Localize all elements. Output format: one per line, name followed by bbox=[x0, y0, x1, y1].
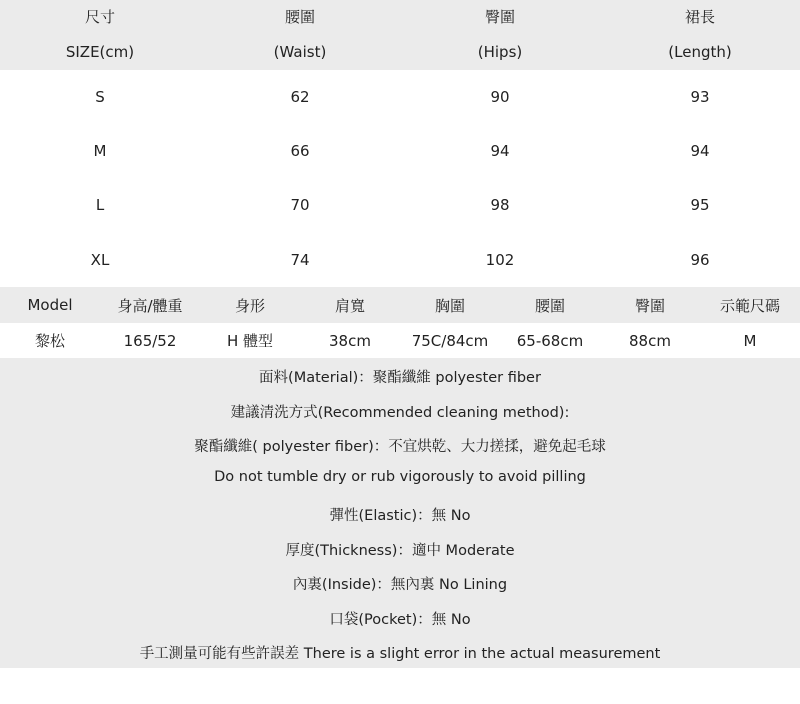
header-hips-zh: 臀圍 bbox=[484, 8, 515, 26]
size-row-s bbox=[0, 70, 800, 124]
size-row-xl bbox=[0, 233, 800, 287]
note-cleaning-en: Do not tumble dry or rub vigorously to avoid pilling bbox=[214, 469, 586, 485]
hips-cell: 90 bbox=[490, 87, 510, 106]
model-header-hips: 臀圍 bbox=[634, 296, 665, 315]
product-notes bbox=[0, 358, 800, 668]
length-cell: 93 bbox=[690, 87, 710, 106]
size-chart-body bbox=[0, 70, 800, 287]
model-waist: 65-68cm bbox=[516, 331, 584, 350]
header-waist-en: (Waist) bbox=[273, 43, 327, 61]
size-cell: M bbox=[93, 141, 107, 160]
model-bust: 75C/84cm bbox=[411, 331, 489, 350]
size-header-row-zh bbox=[0, 0, 800, 35]
waist-cell: 66 bbox=[290, 141, 310, 160]
model-header-shoulder: 肩寬 bbox=[334, 296, 365, 315]
size-row-m bbox=[0, 124, 800, 178]
model-header-model: Model bbox=[27, 296, 73, 314]
note-thickness: 厚度(Thickness)：適中 Moderate bbox=[285, 543, 515, 559]
note-measurement-error: 手工測量可能有些許誤差 There is a slight error in the actual measurement bbox=[139, 646, 661, 662]
note-elastic: 彈性(Elastic)：無 No bbox=[329, 508, 471, 524]
length-cell: 94 bbox=[690, 141, 710, 160]
model-header-bust: 胸圍 bbox=[434, 296, 465, 315]
model-hips: 88cm bbox=[629, 331, 671, 350]
header-length-zh: 裙長 bbox=[684, 8, 715, 26]
size-header-row-en bbox=[0, 35, 800, 70]
note-cleaning-title: 建議清洗方式(Recommended cleaning method): bbox=[230, 405, 570, 421]
model-header-row bbox=[0, 287, 800, 323]
model-header-body-shape: 身形 bbox=[234, 296, 265, 315]
model-shoulder: 38cm bbox=[329, 331, 371, 350]
model-header-size-worn: 示範尺碼 bbox=[719, 296, 780, 315]
size-cell: L bbox=[95, 195, 105, 214]
header-waist-zh: 腰圍 bbox=[284, 8, 315, 26]
model-header-height-weight: 身高/體重 bbox=[117, 296, 183, 315]
header-hips-en: (Hips) bbox=[477, 43, 523, 61]
model-body-shape: H 體型 bbox=[226, 332, 274, 350]
size-chart-header bbox=[0, 0, 800, 70]
size-cell: XL bbox=[90, 250, 110, 269]
length-cell: 96 bbox=[690, 250, 710, 269]
size-row-l bbox=[0, 178, 800, 232]
model-size-worn: M bbox=[743, 331, 757, 350]
note-material: 面料(Material)：聚酯纖維 polyester fiber bbox=[259, 370, 541, 386]
waist-cell: 74 bbox=[290, 250, 310, 269]
model-header-waist: 腰圍 bbox=[534, 296, 565, 315]
hips-cell: 102 bbox=[485, 250, 515, 269]
note-pocket: 口袋(Pocket)：無 No bbox=[329, 612, 471, 628]
note-inside: 內裏(Inside)：無內裏 No Lining bbox=[292, 577, 508, 593]
model-height-weight: 165/52 bbox=[123, 331, 177, 350]
header-length-en: (Length) bbox=[668, 43, 732, 61]
length-cell: 95 bbox=[690, 195, 710, 214]
hips-cell: 94 bbox=[490, 141, 510, 160]
model-name: 黎松 bbox=[34, 332, 65, 350]
waist-cell: 70 bbox=[290, 195, 310, 214]
size-cell: S bbox=[95, 87, 105, 106]
model-values-row bbox=[0, 323, 800, 358]
header-size-zh: 尺寸 bbox=[84, 8, 115, 26]
note-cleaning-zh: 聚酯纖維( polyester fiber)：不宜烘乾、大力搓揉，避免起毛球 bbox=[194, 439, 606, 455]
hips-cell: 98 bbox=[490, 195, 510, 214]
waist-cell: 62 bbox=[290, 87, 310, 106]
header-size-en: SIZE(cm) bbox=[65, 43, 135, 61]
